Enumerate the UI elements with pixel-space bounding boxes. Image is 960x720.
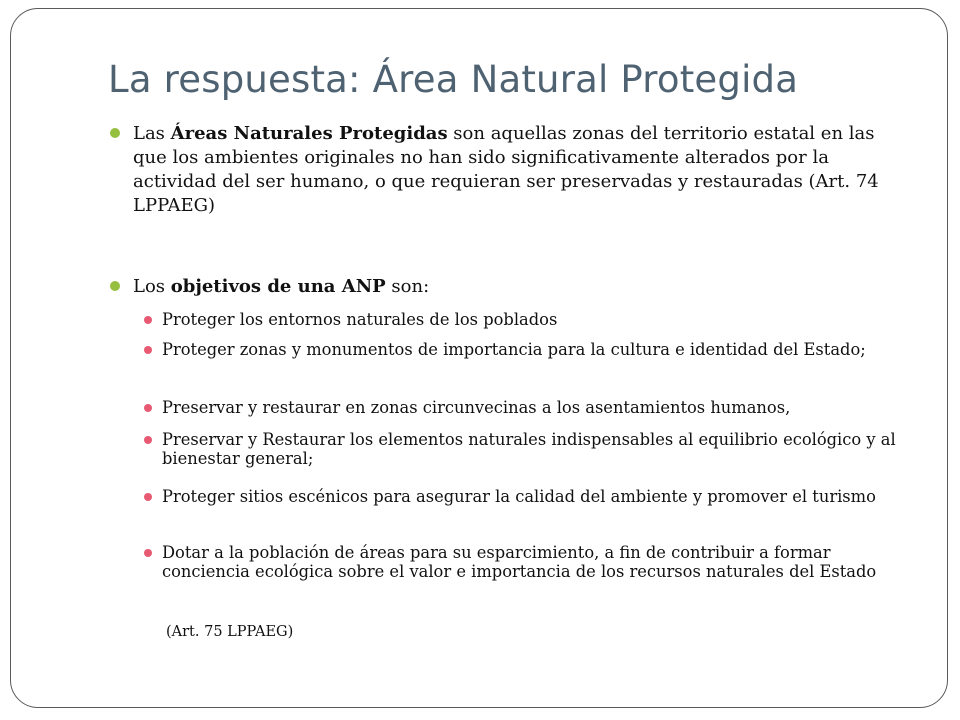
bullet-objectives-term: objetivos de una ANP — [170, 276, 386, 297]
sub-bullet-marker — [144, 316, 152, 324]
objective-item — [144, 487, 914, 506]
objective-item — [144, 310, 914, 329]
objective-text: Proteger los entornos naturales de los poblados — [162, 310, 558, 329]
objective-item — [144, 340, 914, 359]
bullet-definition-term: Áreas Naturales Protegidas — [170, 123, 448, 144]
objective-text: Dotar a la población de áreas para su esparcimiento, a fin de contribuir a formar conciencia ecológica sobre el valor e importancia de los recursos naturales del Estado — [162, 543, 877, 581]
objective-text: Preservar y restaurar en zonas circunvecinas a los asentamientos humanos, — [162, 398, 791, 417]
bullet-objectives-intro — [112, 275, 902, 299]
objective-text: Preservar y Restaurar los elementos naturales indispensables al equilibrio ecológico y al bienestar general; — [162, 430, 896, 468]
bullet-definition-text — [112, 122, 902, 218]
objective-item — [144, 398, 914, 417]
slide-title: La respuesta: Área Natural Protegida — [108, 58, 799, 101]
bullet-definition — [112, 122, 902, 218]
objective-item — [144, 543, 914, 581]
bullet-objectives-rest: son: — [385, 276, 430, 297]
sub-bullet-marker — [144, 346, 152, 354]
bullet-marker — [110, 281, 120, 291]
sub-bullet-marker — [144, 404, 152, 412]
citation: (Art. 75 LPPAEG) — [166, 624, 294, 640]
objective-text: Proteger zonas y monumentos de importancia para la cultura e identidad del Estado; — [162, 340, 866, 359]
bullet-marker — [110, 128, 120, 138]
bullet-objectives-intro-text — [112, 275, 902, 299]
sub-bullet-marker — [144, 436, 152, 444]
sub-bullet-marker — [144, 493, 152, 501]
sub-bullet-marker — [144, 549, 152, 557]
objective-item — [144, 430, 914, 468]
bullet-definition-rest: son aquellas zonas del territorio estatal en las que los ambientes originales no han sido significativamente alterados por la actividad del ser humano, o que requieran ser preservadas y restauradas (Art. 74 LPPAEG) — [133, 123, 879, 216]
bullet-objectives-prefix: Los — [133, 276, 171, 297]
bullet-definition-prefix: Las — [133, 123, 171, 144]
objective-text: Proteger sitios escénicos para asegurar la calidad del ambiente y promover el turismo — [162, 487, 876, 506]
